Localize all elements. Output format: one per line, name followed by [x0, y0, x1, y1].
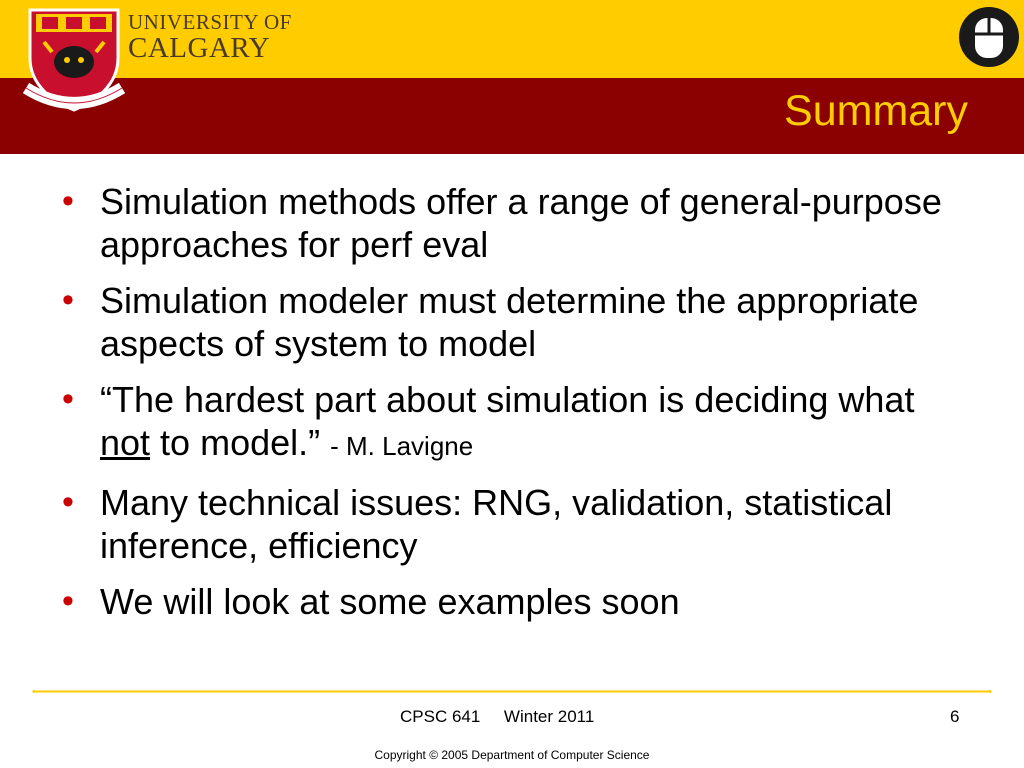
- bullet-item: [62, 481, 962, 567]
- quote-text-after: to model.”: [150, 422, 321, 463]
- footer-copyright: Copyright © 2005 Department of Computer Science: [374, 748, 650, 762]
- university-crest-logo: [22, 6, 126, 116]
- mouse-icon: [958, 6, 1020, 68]
- bullet-item: [62, 180, 962, 266]
- bullet-marker: •: [62, 582, 74, 620]
- footer-course-label: CPSC 641 Winter 2011: [400, 707, 595, 726]
- university-wordmark: [128, 12, 292, 63]
- bullet-marker: •: [62, 380, 74, 418]
- bullet-item: [62, 580, 962, 623]
- bullet-text: Many technical issues: RNG, validation, statistical inference, efficiency: [100, 482, 893, 566]
- bullet-item-quote: [62, 378, 962, 468]
- footer-divider: [32, 690, 992, 693]
- bullet-item: [62, 279, 962, 365]
- quote-attribution: - M. Lavigne: [330, 431, 474, 461]
- university-wordmark-line2: CALGARY: [128, 32, 271, 64]
- bullet-list: [62, 180, 962, 636]
- slide-title: Summary: [784, 87, 968, 135]
- bullet-marker: •: [62, 281, 74, 319]
- bullet-text: Simulation modeler must determine the appropriate aspects of system to model: [100, 280, 919, 364]
- slide-number: 6: [950, 707, 960, 726]
- bullet-text: Simulation methods offer a range of general-purpose approaches for perf eval: [100, 181, 942, 265]
- bullet-marker: •: [62, 182, 74, 220]
- bullet-text: We will look at some examples soon: [100, 581, 680, 622]
- quote-text-before: “The hardest part about simulation is deciding what: [100, 379, 915, 420]
- university-wordmark-line1: UNIVERSITY OF: [128, 10, 292, 34]
- quote-emphasis: not: [100, 422, 151, 463]
- bullet-marker: •: [62, 483, 74, 521]
